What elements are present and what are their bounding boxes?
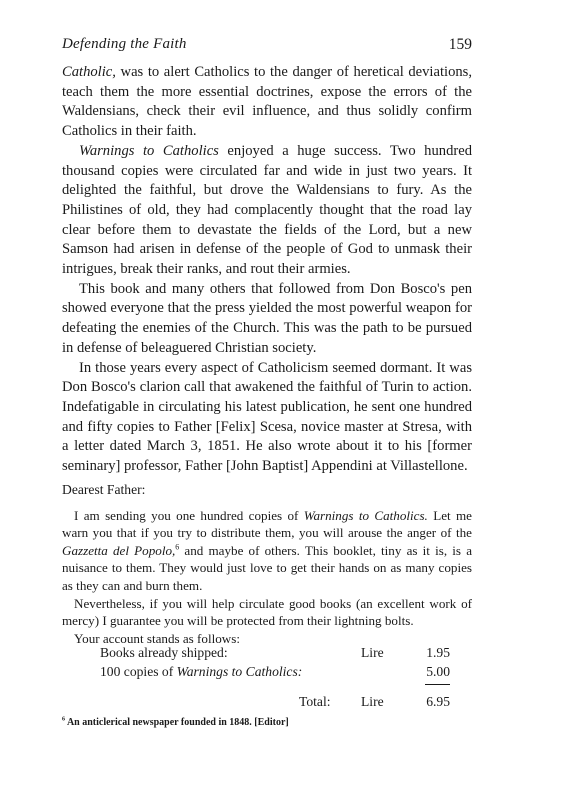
paragraph-2-text: enjoyed a huge success. Two hundred thousand copies were circulated far and wide in just two years. It delighted the faithful, but drove the Waldensians to fury. As the Philistines of old, they had complacently thought that the road lay clear before them to devastate the fields of the Lord, but a new Samson had arisen in defense of the people of God to unmask their intrigues, break their ranks, and rout their armies.: [62, 142, 473, 278]
total-currency: Lire: [361, 694, 384, 709]
account-row-label: [100, 664, 302, 680]
total-rule: [425, 684, 450, 685]
account-row-currency: Lire: [361, 645, 384, 660]
footnote-reference: 6: [175, 542, 180, 552]
paragraph-4: In those years every aspect of Catholicism seemed dormant. It was Don Bosco's clarion call that awakened the faithful of Turin to action. Indefatigable in circulating his latest publication, he sent one hundred and fifty copies to Father [Felix] Scesa, novice master at Stresa, with a letter dated March 3, 1851. He also wrote about it to his [former seminary] professor, Father [John Baptist] Appendini at Villastellone.: [62, 359, 472, 475]
account-row-copies: [100, 664, 450, 682]
letter-paragraph-2: Nevertheless, if you will help circulate good books (an excellent work of mercy) I guarantee you will be protected from their lightning bolts.: [62, 595, 472, 629]
letter-text: I am sending you one hundred copies of: [74, 507, 304, 523]
footnote: [62, 717, 289, 728]
running-head: [62, 36, 472, 56]
letter-salutation: Dearest Father:: [62, 482, 146, 497]
page-number: 159: [448, 36, 472, 53]
newspaper-title: Gazzetta del Popolo,: [62, 542, 176, 558]
account-row-label: Books already shipped:: [100, 645, 228, 660]
letter-block: [62, 481, 472, 647]
running-title: Defending the Faith: [62, 36, 187, 52]
body-text: [62, 63, 472, 477]
paragraph-1-lead: Catholic,: [62, 64, 116, 80]
account-row-amount: 1.95: [426, 645, 450, 660]
paragraph-2: [62, 142, 472, 280]
letter-book-title: Warnings to Catholics.: [303, 507, 428, 523]
letter-text: Let me warn you that if you try to distribute them, you will arouse the anger of the: [62, 507, 472, 541]
letter-paragraph-3: Your account stands as follows:: [74, 630, 240, 646]
paragraph-2-book-title: Warnings to Catholics: [79, 142, 219, 159]
paragraph-1-text: was to alert Catholics to the danger of heretical deviations, teach them the more essential doctrines, expose the errors of the Waldensians, check their evil influence, and thus solidly confirm Catholics in their faith.: [62, 64, 472, 140]
total-amount: 6.95: [426, 694, 450, 709]
account-total-row: [100, 694, 450, 712]
letter-text: and maybe of others. This booklet, tiny as it is, is a nuisance to them. They would just love to get their hands on as many copies as they can and burn them.: [62, 542, 473, 593]
total-label: Total:: [299, 694, 331, 709]
account-row-book-title: Warnings to Catholics:: [176, 664, 303, 679]
account-row-books-shipped: [100, 645, 450, 663]
account-row-amount: 5.00: [426, 664, 450, 679]
account-row-label-text: 100 copies of: [100, 664, 177, 679]
paragraph-3: This book and many others that followed from Don Bosco's pen showed everyone that the press yielded the most powerful weapon for defeating the enemies of the Church. This was the path to be pursued in defense of beleaguered Christian society.: [62, 280, 472, 356]
account-statement: [100, 645, 450, 719]
footnote-marker: 6: [62, 716, 65, 723]
letter-paragraph-1: [62, 507, 472, 595]
paragraph-1: [62, 63, 472, 142]
footnote-text: An anticlerical newspaper founded in 1848. [Editor]: [65, 717, 289, 728]
